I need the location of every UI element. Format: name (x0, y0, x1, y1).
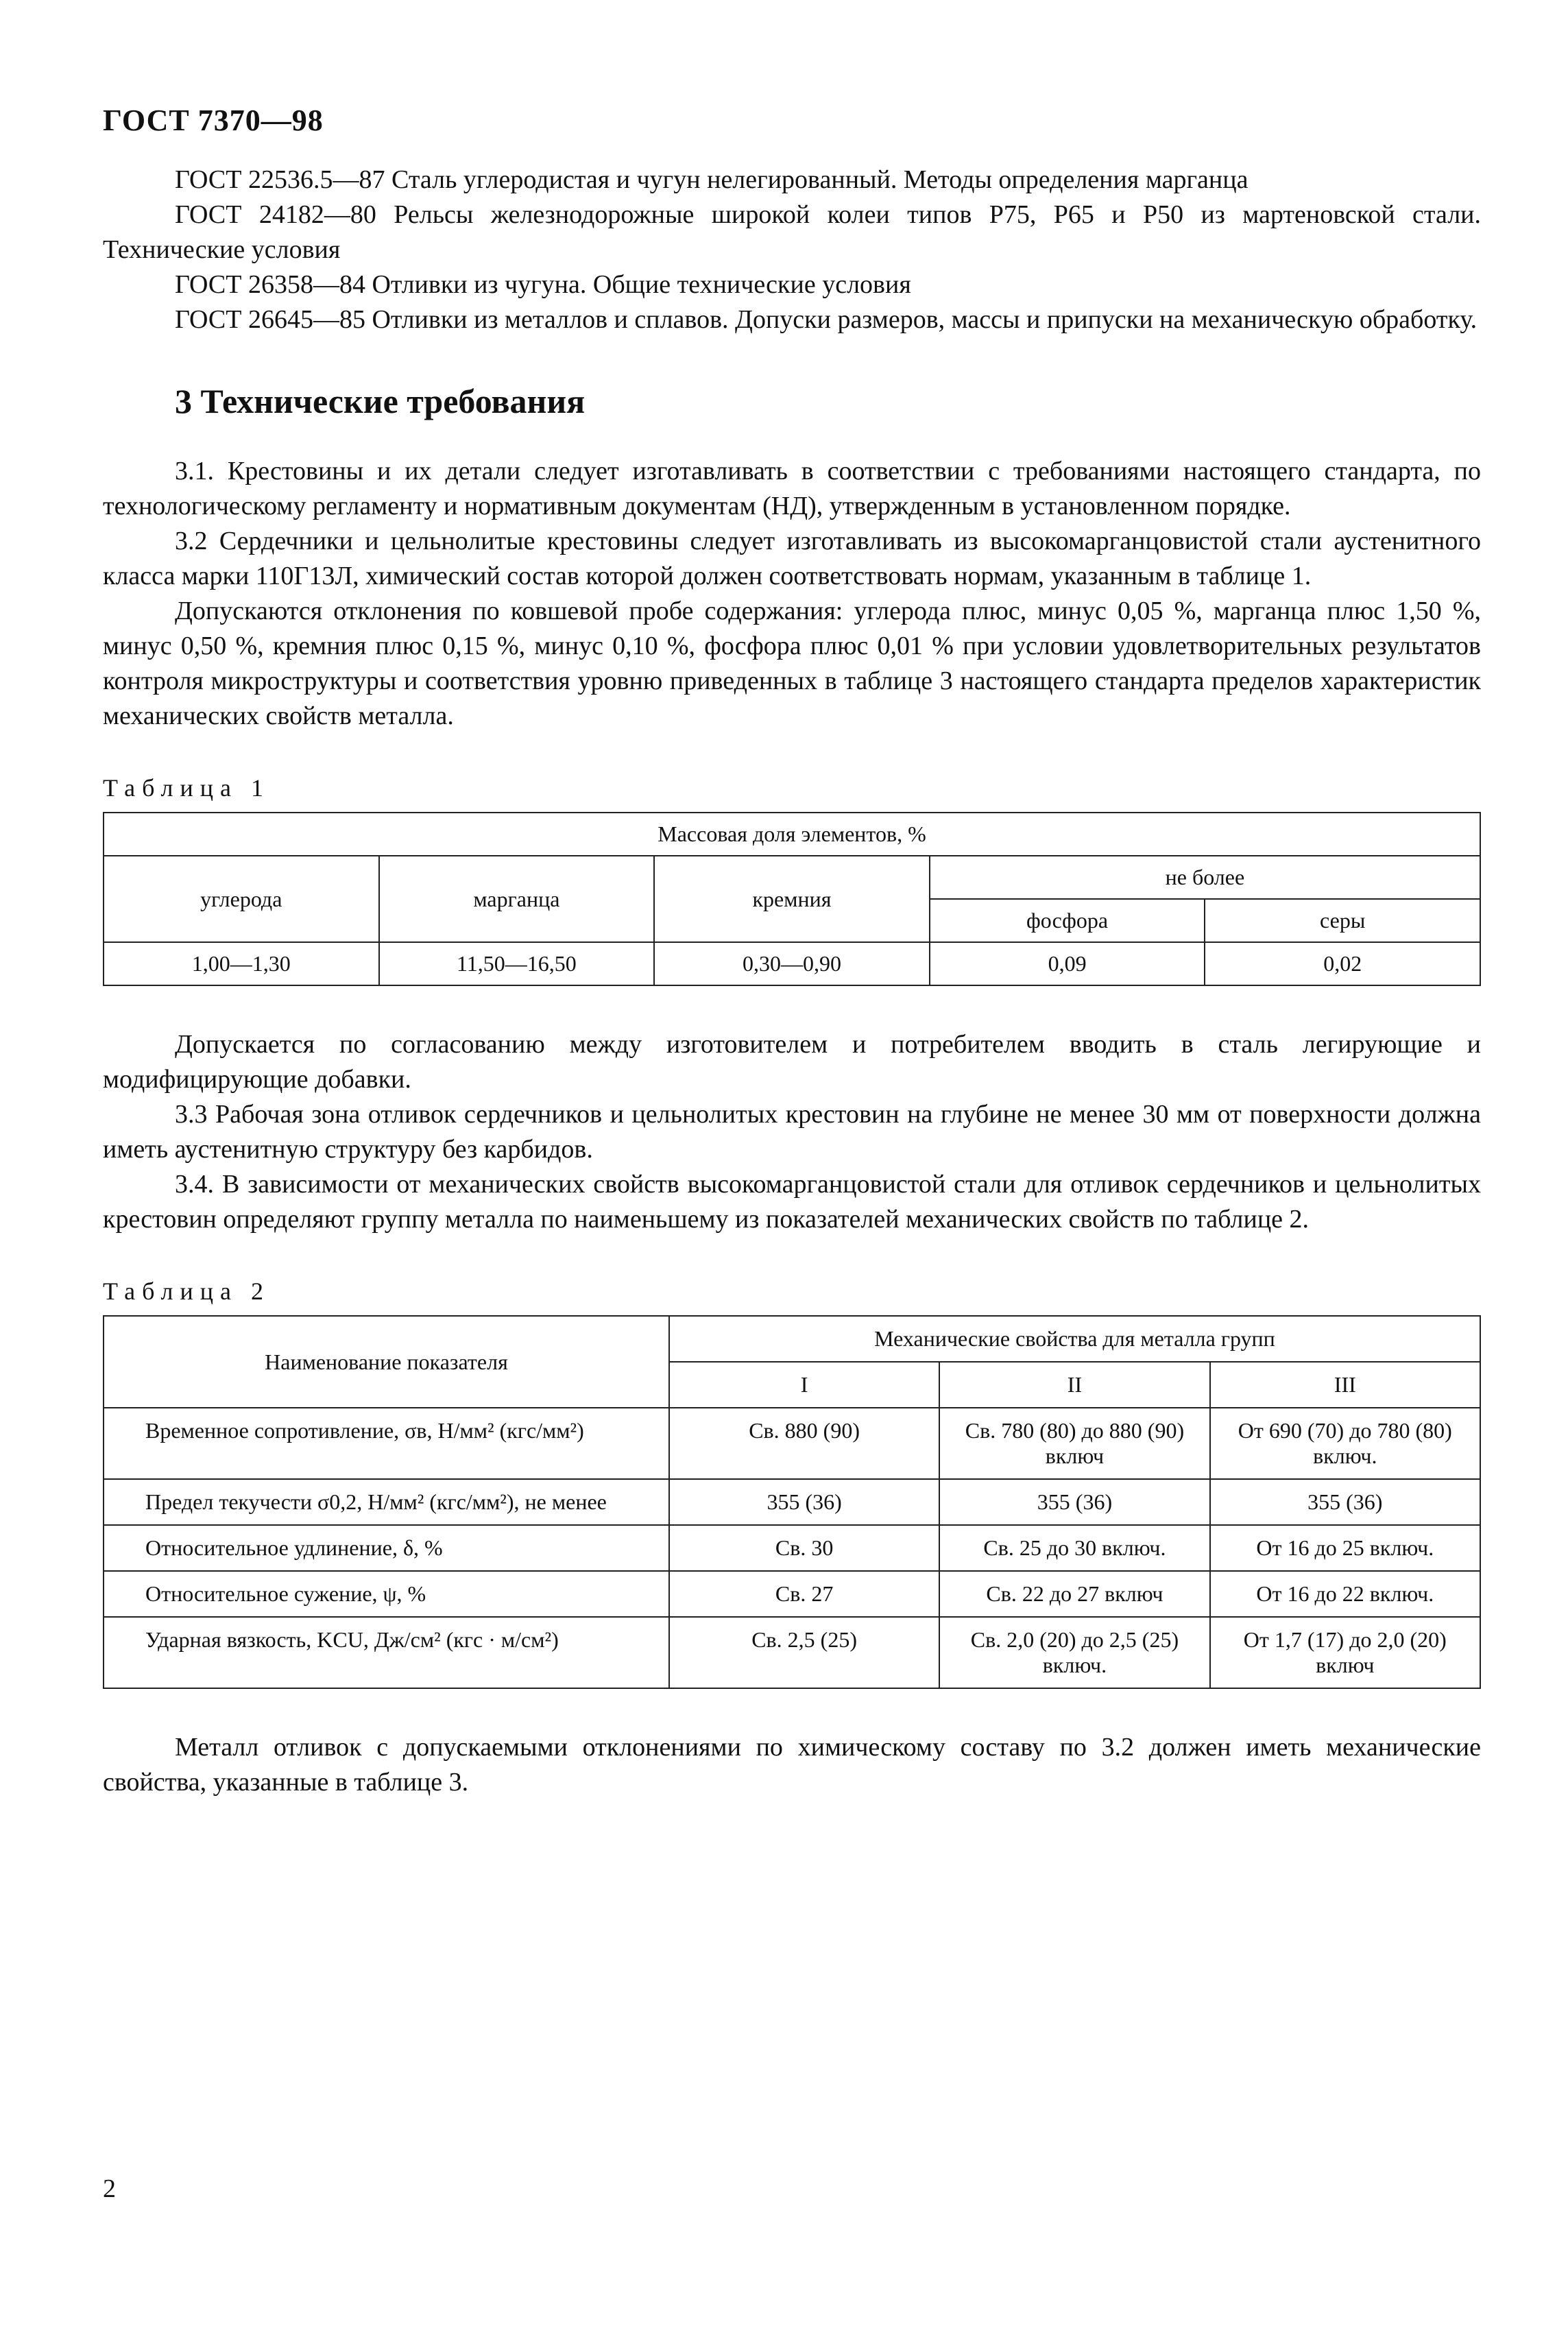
table-row (104, 1479, 1480, 1525)
table2-cell: Св. 2,0 (20) до 2,5 (25) включ. (939, 1617, 1209, 1688)
table2-row-name: Временное сопротивление, σв, Н/мм² (кгс/мм²) (104, 1408, 669, 1479)
table2-cell: От 1,7 (17) до 2,0 (20) включ (1210, 1617, 1480, 1688)
table-row (104, 1571, 1480, 1617)
table1-cell: 0,30—0,90 (654, 942, 930, 985)
paragraph: Допускается по согласованию между изготовителем и потребителем вводить в сталь легирующие и модифицирующие добавки. (103, 1030, 1481, 1094)
table1-col-silicon: кремния (654, 856, 930, 942)
table2-row-name: Относительное сужение, ψ, % (104, 1571, 669, 1617)
paragraph: 3.1. Крестовины и их детали следует изготавливать в соответствии с требованиями настоящего стандарта, по технологическому регламенту и нормативным документам (НД), утвержденным в установленном порядке. (103, 457, 1481, 520)
table1-cell: 0,02 (1205, 942, 1480, 985)
table1-cell: 0,09 (930, 942, 1205, 985)
table1-col-max: не более (930, 856, 1480, 899)
table1 (103, 812, 1481, 986)
table2-cell: 355 (36) (669, 1479, 939, 1525)
table-row (104, 1617, 1480, 1688)
reference-item: ГОСТ 26358—84 Отливки из чугуна. Общие технические условия (175, 270, 911, 299)
table2-cell: От 690 (70) до 780 (80) включ. (1210, 1408, 1480, 1479)
document-page (103, 103, 1481, 1800)
reference-item: ГОСТ 24182—80 Рельсы железнодорожные широкой колеи типов Р75, Р65 и Р50 из мартеновской стали. Технические условия (103, 200, 1481, 264)
table2-cell: Св. 30 (669, 1525, 939, 1571)
table2-cell: Св. 25 до 30 включ. (939, 1525, 1209, 1571)
table2-cell: От 16 до 25 включ. (1210, 1525, 1480, 1571)
table1-col-sulfur: серы (1205, 899, 1480, 942)
table2-col-name: Наименование показателя (104, 1316, 669, 1408)
table1-cell: 1,00—1,30 (104, 942, 379, 985)
table2-caption: Таблица 2 (103, 1277, 270, 1305)
paragraph: 3.4. В зависимости от механических свойств высокомарганцовистой стали для отливок сердечников и цельнолитых крестовин определяют группу металла по наименьшему из показателей механических свойств по таблице 2. (103, 1170, 1481, 1234)
table2-cell: Св. 22 до 27 включ (939, 1571, 1209, 1617)
table1-col-carbon: углерода (104, 856, 379, 942)
table2-row-name: Относительное удлинение, δ, % (104, 1525, 669, 1571)
table1-col-manganese: марганца (379, 856, 655, 942)
table2-group-header: II (939, 1362, 1209, 1408)
paragraph: 3.2 Сердечники и цельнолитые крестовины следует изготавливать из высокомарганцовистой стали аустенитного класса марки 110Г13Л, химический состав которой должен соответствовать нормам, указанным в таблице 1. (103, 527, 1481, 590)
table1-cell: 11,50—16,50 (379, 942, 655, 985)
paragraph: 3.3 Рабочая зона отливок сердечников и цельнолитых крестовин на глубине не менее 30 мм от поверхности должна иметь аустенитную структуру без карбидов. (103, 1100, 1481, 1164)
section-title: 3 Технические требования (175, 382, 586, 420)
table2 (103, 1315, 1481, 1689)
table2-cell: Св. 880 (90) (669, 1408, 939, 1479)
table2-cell: Св. 780 (80) до 880 (90) включ (939, 1408, 1209, 1479)
table2-group-header: III (1210, 1362, 1480, 1408)
table2-cell: Св. 27 (669, 1571, 939, 1617)
paragraph: Металл отливок с допускаемыми отклонениями по химическому составу по 3.2 должен иметь механические свойства, указанные в таблице 3. (103, 1733, 1481, 1797)
table2-group-header: I (669, 1362, 939, 1408)
page-header: ГОСТ 7370—98 (103, 104, 324, 137)
table2-col-props: Механические свойства для металла групп (669, 1316, 1480, 1362)
table2-cell: Св. 2,5 (25) (669, 1617, 939, 1688)
reference-item: ГОСТ 22536.5—87 Сталь углеродистая и чугун нелегированный. Методы определения марганца (175, 165, 1249, 194)
table2-row-name: Предел текучести σ0,2, Н/мм² (кгс/мм²), не менее (104, 1479, 669, 1525)
reference-item: ГОСТ 26645—85 Отливки из металлов и сплавов. Допуски размеров, массы и припуски на механическую обработку. (175, 305, 1477, 334)
table1-caption: Таблица 1 (103, 774, 270, 802)
table2-row-name: Ударная вязкость, KCU, Дж/см² (кгс · м/см²) (104, 1617, 669, 1688)
table2-cell: 355 (36) (939, 1479, 1209, 1525)
table1-header-main: Массовая доля элементов, % (104, 813, 1480, 856)
table2-cell: 355 (36) (1210, 1479, 1480, 1525)
table2-cell: От 16 до 22 включ. (1210, 1571, 1480, 1617)
page-number: 2 (103, 2174, 116, 2203)
table-row (104, 1525, 1480, 1571)
paragraph: Допускаются отклонения по ковшевой пробе содержания: углерода плюс, минус 0,05 %, марганца плюс 1,50 %, минус 0,50 %, кремния плюс 0,15 %, минус 0,10 %, фосфора плюс 0,01 % при условии удовлетворительных результатов контроля микроструктуры и соответствия уровню приведенных в таблице 3 настоящего стандарта пределов характеристик механических свойств металла. (103, 597, 1481, 730)
table1-col-phosphorus: фосфора (930, 899, 1205, 942)
table-row (104, 1408, 1480, 1479)
